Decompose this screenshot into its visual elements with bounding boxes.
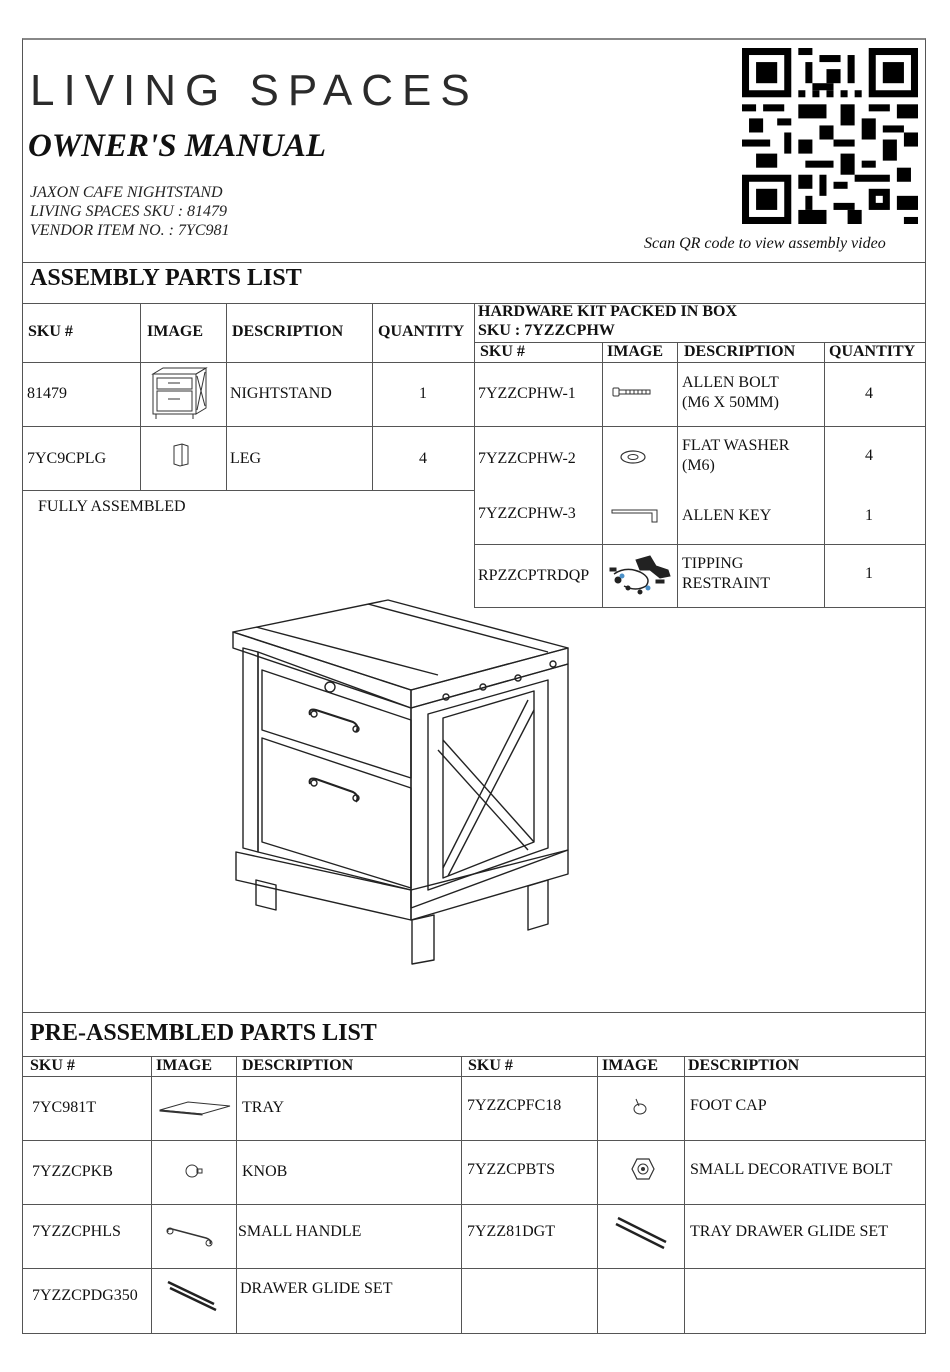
table-row-description: KNOB — [242, 1163, 288, 1180]
table-border — [22, 1140, 926, 1141]
knob-icon — [184, 1162, 204, 1180]
sku-line: LIVING SPACES SKU : 81479 — [30, 203, 228, 220]
qr-code-icon[interactable] — [742, 48, 918, 224]
col-sku: SKU # — [28, 323, 73, 340]
col-description: DESCRIPTION — [684, 343, 796, 360]
product-name: JAXON CAFE NIGHTSTAND — [30, 184, 223, 201]
bolt-icon — [612, 386, 652, 398]
hardware-sku: SKU : 7YZZCPHW — [478, 322, 615, 339]
table-row-description-2: (M6 X 50MM) — [682, 394, 779, 411]
glide-icon — [614, 1214, 670, 1250]
table-row-description: ALLEN KEY — [682, 507, 772, 524]
glide-icon — [166, 1278, 218, 1312]
table-border — [474, 303, 475, 607]
vendor-line: VENDOR ITEM NO. : 7YC981 — [30, 222, 230, 239]
table-row-sku: RPZZCPTRDQP — [478, 567, 590, 584]
table-row-sku: 7YZZCPKB — [32, 1163, 113, 1180]
table-row-description: SMALL DECORATIVE BOLT — [690, 1161, 893, 1178]
table-row-sku: 7YZZCPHW-1 — [478, 385, 576, 402]
col-image: IMAGE — [602, 1057, 658, 1074]
table-border — [474, 426, 926, 427]
nightstand-icon — [150, 366, 210, 422]
table-row-sku: 7YC981T — [32, 1099, 96, 1116]
table-row-description: SMALL HANDLE — [238, 1223, 362, 1240]
tray-icon — [158, 1100, 232, 1116]
table-row-description: FLAT WASHER — [682, 437, 790, 454]
decorative-bolt-icon — [630, 1157, 656, 1181]
table-border — [226, 303, 227, 490]
col-quantity: QUANTITY — [378, 323, 465, 340]
table-row-sku: 7YZZ81DGT — [467, 1223, 555, 1240]
leg-icon — [172, 442, 190, 468]
table-row-sku: 7YZZCPDG350 — [32, 1287, 138, 1304]
table-border — [22, 1076, 926, 1077]
fully-assembled-label: FULLY ASSEMBLED — [38, 498, 186, 515]
table-border — [474, 362, 926, 363]
table-border — [22, 1268, 926, 1269]
table-row-sku: 81479 — [27, 385, 67, 402]
table-row-quantity: 1 — [865, 565, 873, 582]
table-row-sku: 7YZZCPHW-2 — [478, 450, 576, 467]
table-row-sku: 7YC9CPLG — [27, 450, 107, 467]
allen-key-icon — [610, 508, 660, 524]
table-border — [236, 1056, 237, 1334]
table-row-description: TRAY — [242, 1099, 285, 1116]
table-row-quantity: 4 — [419, 450, 427, 467]
washer-icon — [619, 449, 647, 465]
col-quantity: QUANTITY — [829, 343, 916, 360]
col-sku: SKU # — [480, 343, 525, 360]
col-description: DESCRIPTION — [232, 323, 344, 340]
table-border — [22, 1204, 926, 1205]
table-row-quantity: 1 — [419, 385, 427, 402]
table-row-description: TIPPING — [682, 555, 744, 572]
divider — [22, 1012, 926, 1013]
preassembled-title: PRE-ASSEMBLED PARTS LIST — [30, 1020, 377, 1046]
table-border — [602, 342, 603, 607]
handle-icon — [164, 1226, 214, 1248]
table-row-quantity: 1 — [865, 507, 873, 524]
col-sku: SKU # — [468, 1057, 513, 1074]
table-row-sku: 7YZZCPFC18 — [467, 1097, 562, 1114]
divider — [22, 262, 926, 263]
col-description: DESCRIPTION — [242, 1057, 354, 1074]
page-title: OWNER'S MANUAL — [28, 128, 326, 164]
brand-logo: LIVING SPACES — [30, 66, 479, 115]
table-row-description: TRAY DRAWER GLIDE SET — [690, 1223, 888, 1240]
table-row-description: DRAWER GLIDE SET — [240, 1280, 393, 1297]
col-image: IMAGE — [147, 323, 203, 340]
table-border — [677, 342, 678, 607]
table-row-description: LEG — [230, 450, 262, 467]
col-sku: SKU # — [30, 1057, 75, 1074]
col-image: IMAGE — [607, 343, 663, 360]
hardware-title: HARDWARE KIT PACKED IN BOX — [478, 303, 737, 320]
assembled-nightstand-drawing — [228, 590, 578, 970]
table-border — [474, 544, 926, 545]
qr-caption: Scan QR code to view assembly video — [644, 235, 886, 252]
assembly-title: ASSEMBLY PARTS LIST — [30, 265, 302, 291]
table-row-quantity: 4 — [865, 385, 873, 402]
table-row-sku: 7YZZCPBTS — [467, 1161, 556, 1178]
table-row-description-2: (M6) — [682, 457, 715, 474]
table-row-quantity: 4 — [865, 447, 873, 464]
table-border — [684, 1056, 685, 1334]
table-border — [151, 1056, 152, 1334]
table-border — [597, 1056, 598, 1334]
table-border — [22, 490, 474, 491]
table-row-sku: 7YZZCPHLS — [32, 1223, 121, 1240]
col-description: DESCRIPTION — [688, 1057, 800, 1074]
tipping-restraint-icon — [606, 552, 674, 600]
table-row-description: FOOT CAP — [690, 1097, 767, 1114]
table-row-description: ALLEN BOLT — [682, 374, 779, 391]
col-image: IMAGE — [156, 1057, 212, 1074]
table-border — [22, 426, 474, 427]
table-row-description-2: RESTRAINT — [682, 575, 770, 592]
table-border — [140, 303, 141, 490]
table-row-sku: 7YZZCPHW-3 — [478, 505, 576, 522]
table-border — [461, 1056, 462, 1334]
table-border — [22, 362, 474, 363]
foot-cap-icon — [630, 1096, 650, 1118]
table-row-description: NIGHTSTAND — [230, 385, 332, 402]
